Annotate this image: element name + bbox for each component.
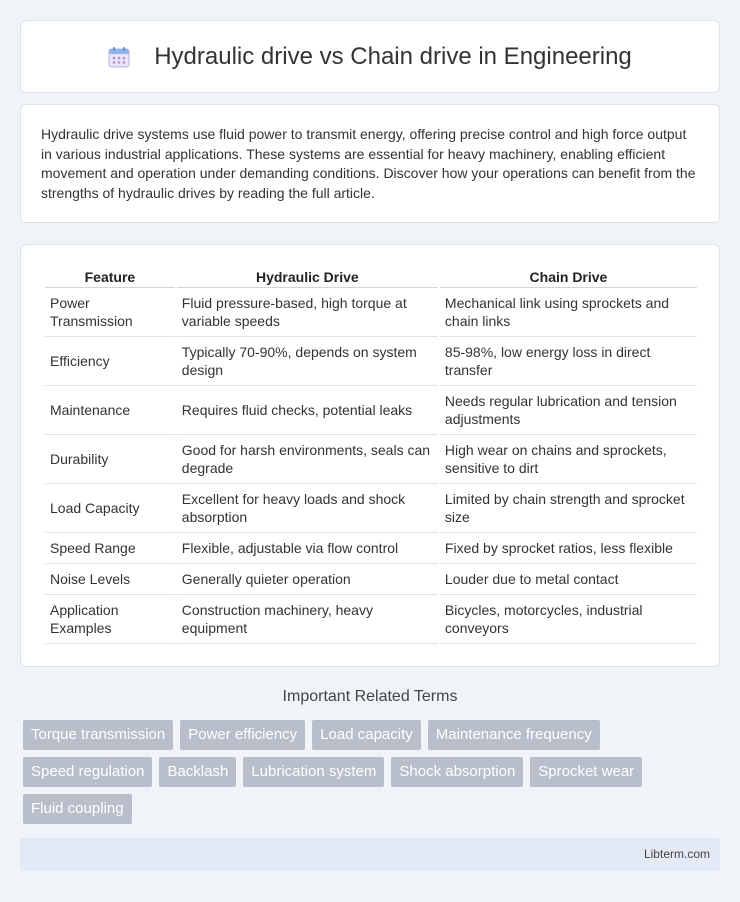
table-row (45, 484, 697, 533)
footer (20, 838, 720, 871)
feature-cell: Application Examples (45, 595, 175, 644)
column-header-feature: Feature (45, 265, 175, 288)
title-card (20, 20, 720, 93)
hydraulic-cell: Excellent for heavy loads and shock absorption (177, 484, 438, 533)
intro-card (20, 104, 720, 223)
table-row (45, 533, 697, 564)
term-tag[interactable]: Load capacity (312, 720, 421, 750)
table-row (45, 435, 697, 484)
related-terms-heading: Important Related Terms (282, 688, 458, 705)
term-tag[interactable]: Sprocket wear (530, 757, 642, 787)
term-tag[interactable]: Maintenance frequency (428, 720, 600, 750)
column-header-hydraulic: Hydraulic Drive (177, 265, 438, 288)
hydraulic-cell: Construction machinery, heavy equipment (177, 595, 438, 644)
term-tag[interactable]: Fluid coupling (23, 794, 132, 824)
feature-cell: Power Transmission (45, 288, 175, 337)
footer-site-link[interactable]: Libterm.com (643, 847, 710, 861)
hydraulic-cell: Good for harsh environments, seals can degrade (177, 435, 438, 484)
feature-cell: Durability (45, 435, 175, 484)
feature-cell: Maintenance (45, 386, 175, 435)
term-tag[interactable]: Lubrication system (243, 757, 384, 787)
feature-cell: Load Capacity (45, 484, 175, 533)
table-row (45, 564, 697, 595)
hydraulic-cell: Typically 70-90%, depends on system design (177, 337, 438, 386)
feature-cell: Noise Levels (45, 564, 175, 595)
table-row (45, 595, 697, 644)
chain-cell: Limited by chain strength and sprocket size (440, 484, 697, 533)
feature-cell: Efficiency (45, 337, 175, 386)
hydraulic-cell: Flexible, adjustable via flow control (177, 533, 438, 564)
comparison-table (43, 265, 699, 644)
column-header-chain: Chain Drive (440, 265, 697, 288)
table-row (45, 386, 697, 435)
term-tag[interactable]: Power efficiency (180, 720, 305, 750)
term-tag[interactable]: Shock absorption (391, 757, 523, 787)
page-title: Hydraulic drive vs Chain drive in Engineering (154, 42, 632, 70)
term-tag[interactable]: Torque transmission (23, 720, 173, 750)
feature-cell: Speed Range (45, 533, 175, 564)
table-row (45, 337, 697, 386)
hydraulic-cell: Requires fluid checks, potential leaks (177, 386, 438, 435)
table-header-row (45, 265, 697, 288)
comparison-table-card (20, 244, 720, 667)
chain-cell: High wear on chains and sprockets, sensitive to dirt (440, 435, 697, 484)
chain-cell: Bicycles, motorcycles, industrial conveyors (440, 595, 697, 644)
term-tag[interactable]: Speed regulation (23, 757, 152, 787)
chain-cell: Needs regular lubrication and tension adjustments (440, 386, 697, 435)
table-row (45, 288, 697, 337)
chain-cell: Louder due to metal contact (440, 564, 697, 595)
chain-cell: Fixed by sprocket ratios, less flexible (440, 533, 697, 564)
related-terms-list (23, 720, 723, 831)
term-tag[interactable]: Backlash (159, 757, 236, 787)
hydraulic-cell: Fluid pressure-based, high torque at variable speeds (177, 288, 438, 337)
hydraulic-cell: Generally quieter operation (177, 564, 438, 595)
intro-paragraph: Hydraulic drive systems use fluid power to transmit energy, offering precise control and high force output in various industrial applications. These systems are essential for heavy machinery, enabling efficient movement and operation under demanding conditions. Discover how your operations can benefit from the strengths of hydraulic drives by reading the full article. (41, 126, 696, 201)
chain-cell: Mechanical link using sprockets and chain links (440, 288, 697, 337)
calendar-icon (108, 46, 130, 68)
chain-cell: 85-98%, low energy loss in direct transfer (440, 337, 697, 386)
